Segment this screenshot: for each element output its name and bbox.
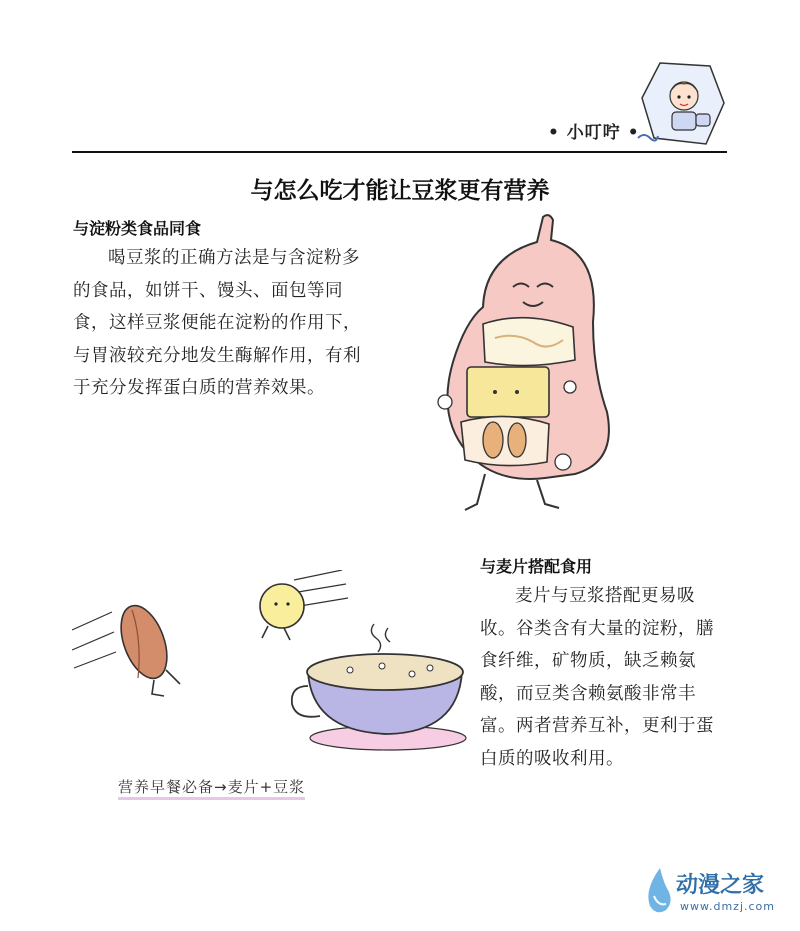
- image-caption: [118, 776, 305, 797]
- header-brand: • 小叮咛 •: [548, 123, 640, 143]
- logo-name: 动漫之家: [676, 873, 765, 898]
- header-divider: [72, 151, 727, 153]
- section1-heading: 与淀粉类食品同食: [73, 219, 202, 238]
- section2-heading: 与麦片搭配食用: [480, 557, 593, 576]
- logo-url: www.dmzj.com: [680, 900, 775, 913]
- caption-underline: [118, 797, 305, 800]
- section2-body: 麦片与豆浆搭配更易吸收。谷类含有大量的淀粉，膳食纤维，矿物质，缺乏赖氨酸，而豆类含赖氨酸非常丰富。两者营养互补，更利于蛋白质的吸收利用。: [480, 586, 714, 769]
- tiny-scroll-icon: [636, 130, 660, 146]
- site-logo[interactable]: [640, 862, 795, 924]
- logo-drop-icon: [640, 866, 672, 916]
- oatmeal-bowl-illustration: [290, 620, 470, 755]
- page-title: 与怎么吃才能让豆浆更有营养: [250, 178, 550, 204]
- running-grain-illustration: [72, 590, 192, 700]
- caption-text: 营养早餐必备→麦片+豆浆: [118, 778, 306, 796]
- section1-body: 喝豆浆的正确方法是与含淀粉多的食品，如饼干、馒头、面包等同食，这样豆浆便能在淀粉的作用下，与胃液较充分地发生酶解作用，有利于充分发挥蛋白质的营养效果。: [73, 248, 361, 398]
- stomach-illustration: [425, 212, 625, 517]
